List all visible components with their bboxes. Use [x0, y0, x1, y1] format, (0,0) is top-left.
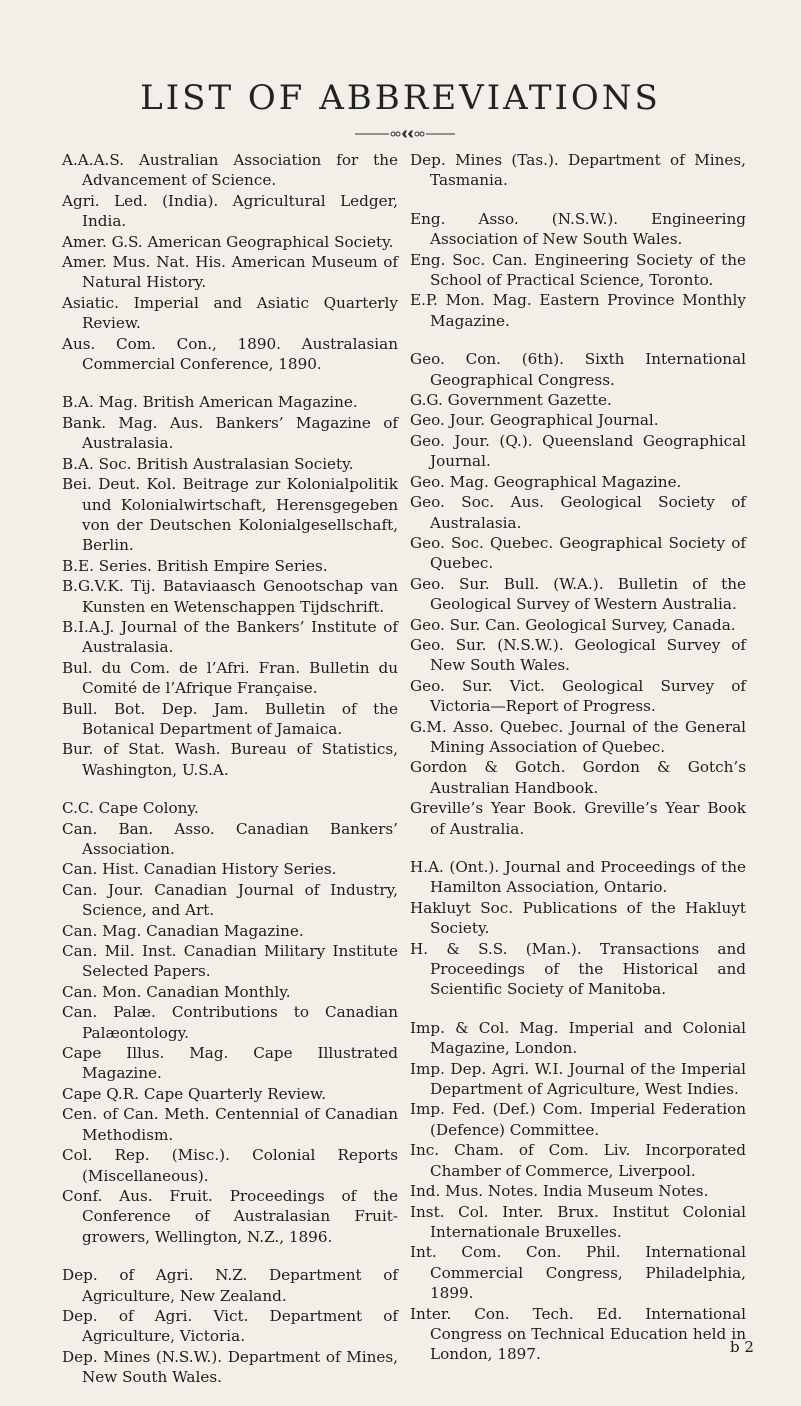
abbreviation-entry: Inter. Con. Tech. Ed. International Congress on Technical Education held in London, 1897.	[410, 1304, 746, 1364]
abbreviation-entry: Eng. Asso. (N.S.W.). Engineering Association of New South Wales.	[410, 209, 746, 249]
page-title: LIST OF ABBREVIATIONS	[140, 78, 661, 118]
abbreviation-entry: Cape Illus. Mag. Cape Illustrated Magazine.	[62, 1044, 398, 1083]
abbreviation-entry: Greville’s Year Book. Greville’s Year Book of Australia.	[410, 799, 746, 838]
right-column	[410, 150, 746, 1383]
abbreviation-entry: Geo. Soc. Quebec. Geographical Society of Quebec.	[410, 533, 746, 573]
abbreviation-entry: Int. Com. Con. Phil. International Commercial Congress, Philadelphia, 1899.	[410, 1243, 746, 1303]
abbreviation-entry: Dep. Mines (N.S.W.). Department of Mines, New South Wales.	[62, 1347, 398, 1387]
abbreviation-entry: Col. Rep. (Misc.). Colonial Reports (Miscellaneous).	[62, 1146, 398, 1185]
ornament-divider	[355, 128, 455, 140]
abbreviation-entry: Can. Palæ. Contributions to Canadian Palæontology.	[62, 1003, 398, 1042]
entry-group	[62, 150, 398, 374]
entry-group	[410, 857, 746, 1000]
entry-group	[410, 150, 746, 191]
abbreviation-entry: G.G. Government Gazette.	[410, 391, 612, 410]
abbreviation-entry: Geo. Soc. Aus. Geological Society of Australasia.	[410, 493, 746, 532]
abbreviation-entry: Amer. G.S. American Geographical Society.	[62, 232, 394, 251]
abbreviation-entry: Can. Mon. Canadian Monthly.	[62, 982, 291, 1001]
abbreviation-entry: B.I.A.J. Journal of the Bankers’ Institute of Australasia.	[62, 617, 398, 657]
abbreviation-entry: Cape Q.R. Cape Quarterly Review.	[62, 1084, 327, 1103]
abbreviation-entry: Geo. Jour. (Q.). Queensland Geographical Journal.	[410, 431, 746, 471]
abbreviation-entry: Bur. of Stat. Wash. Bureau of Statistics, Washington, U.S.A.	[62, 740, 398, 779]
abbreviation-entry: G.M. Asso. Quebec. Journal of the General Mining Association of Quebec.	[410, 717, 746, 756]
abbreviation-entry: C.C. Cape Colony.	[62, 799, 199, 818]
abbreviation-entry: Can. Mil. Inst. Canadian Military Institute Selected Papers.	[62, 942, 398, 981]
entry-group	[410, 349, 746, 839]
abbreviation-entry: Imp. & Col. Mag. Imperial and Colonial Magazine, London.	[410, 1018, 746, 1058]
abbreviation-entry: Ind. Mus. Notes. India Museum Notes.	[410, 1182, 709, 1201]
abbreviation-entry: E.P. Mon. Mag. Eastern Province Monthly Magazine.	[410, 291, 746, 330]
abbreviation-entry: Geo. Sur. (N.S.W.). Geological Survey of New South Wales.	[410, 635, 746, 675]
abbreviation-entry: Dep. of Agri. N.Z. Department of Agriculture, New Zealand.	[62, 1266, 398, 1305]
abbreviation-entry: B.A. Mag. British American Magazine.	[62, 393, 358, 412]
abbreviation-entry: Cen. of Can. Meth. Centennial of Canadian Methodism.	[62, 1105, 398, 1144]
abbreviation-entry: B.A. Soc. British Australasian Society.	[62, 454, 354, 473]
abbreviation-entry: B.G.V.K. Tij. Bataviaasch Genootschap van Kunsten en Wetenschappen Tijdschrift.	[62, 577, 398, 616]
abbreviation-entry: Imp. Dep. Agri. W.I. Journal of the Imperial Department of Agriculture, West Indies.	[410, 1059, 746, 1099]
abbreviation-entry: Eng. Soc. Can. Engineering Society of the School of Practical Science, Toronto.	[410, 250, 746, 290]
abbreviation-entry: Bank. Mag. Aus. Bankers’ Magazine of Australasia.	[62, 413, 398, 453]
abbreviation-entry: Amer. Mus. Nat. His. American Museum of Natural History.	[62, 253, 398, 292]
abbreviation-entry: Bull. Bot. Dep. Jam. Bulletin of the Botanical Department of Jamaica.	[62, 699, 398, 738]
abbreviation-entry: Hakluyt Soc. Publications of the Hakluyt Society.	[410, 898, 746, 938]
abbreviation-entry: A.A.A.S. Australian Association for the Advancement of Science.	[62, 151, 398, 190]
entry-group	[62, 1265, 398, 1387]
abbreviation-entry: Inc. Cham. of Com. Liv. Incorporated Chamber of Commerce, Liverpool.	[410, 1141, 746, 1180]
abbreviation-entry: Geo. Sur. Vict. Geological Survey of Victoria—Report of Progress.	[410, 676, 746, 716]
abbreviation-entry: Geo. Sur. Can. Geological Survey, Canada.	[410, 615, 736, 634]
abbreviation-entry: Agri. Led. (India). Agricultural Ledger, India.	[62, 191, 398, 231]
entry-group	[62, 392, 398, 780]
abbreviation-entry: B.E. Series. British Empire Series.	[62, 556, 328, 575]
abbreviation-entry: Aus. Com. Con., 1890. Australasian Commercial Conference, 1890.	[62, 334, 398, 374]
abbreviation-entry: Imp. Fed. (Def.) Com. Imperial Federation (Defence) Committee.	[410, 1100, 746, 1139]
abbreviation-entry: Conf. Aus. Fruit. Proceedings of the Conference of Australasian Fruit-growers, Wellington, N.Z., 1896.	[62, 1186, 398, 1246]
abbreviation-entry: Bul. du Com. de l’Afri. Fran. Bulletin du Comité de l’Afrique Française.	[62, 658, 398, 698]
abbreviation-entry: H.A. (Ont.). Journal and Proceedings of the Hamilton Association, Ontario.	[410, 858, 746, 897]
abbreviation-entry: Can. Mag. Canadian Magazine.	[62, 921, 304, 940]
entry-group	[410, 1018, 746, 1365]
entry-group	[410, 209, 746, 331]
abbreviation-entry: Dep. Mines (Tas.). Department of Mines, Tasmania.	[410, 151, 746, 190]
page-folio: b 2	[730, 1338, 754, 1356]
abbreviation-entry: H. & S.S. (Man.). Transactions and Proceedings of the Historical and Scientific Society of Manitoba.	[410, 939, 746, 999]
abbreviation-entry: Gordon & Gotch. Gordon & Gotch’s Australian Handbook.	[410, 758, 746, 797]
abbreviation-entry: Geo. Mag. Geographical Magazine.	[410, 472, 682, 491]
abbreviation-entry: Asiatic. Imperial and Asiatic Quarterly Review.	[62, 293, 398, 333]
entry-group	[62, 798, 398, 1247]
abbreviation-entry: Geo. Jour. Geographical Journal.	[410, 411, 659, 430]
abbreviation-entry: Can. Jour. Canadian Journal of Industry, Science, and Art.	[62, 880, 398, 920]
abbreviation-entry: Dep. of Agri. Vict. Department of Agriculture, Victoria.	[62, 1306, 398, 1346]
abbreviation-entry: Can. Hist. Canadian History Series.	[62, 860, 337, 879]
abbreviation-entry: Bei. Deut. Kol. Beitrage zur Kolonialpolitik und Kolonialwirtschaft, Herensgegeben von der Deutschen Kolonialgesellschaft, Berlin.	[62, 475, 398, 555]
abbreviation-entry: Geo. Con. (6th). Sixth International Geographical Congress.	[410, 350, 746, 389]
abbreviation-entry: Inst. Col. Inter. Brux. Institut Colonial Internationale Bruxelles.	[410, 1202, 746, 1241]
abbreviation-entry: Can. Ban. Asso. Canadian Bankers’ Association.	[62, 819, 398, 858]
abbreviation-entry: Geo. Sur. Bull. (W.A.). Bulletin of the Geological Survey of Western Australia.	[410, 574, 746, 614]
left-column	[62, 150, 398, 1406]
